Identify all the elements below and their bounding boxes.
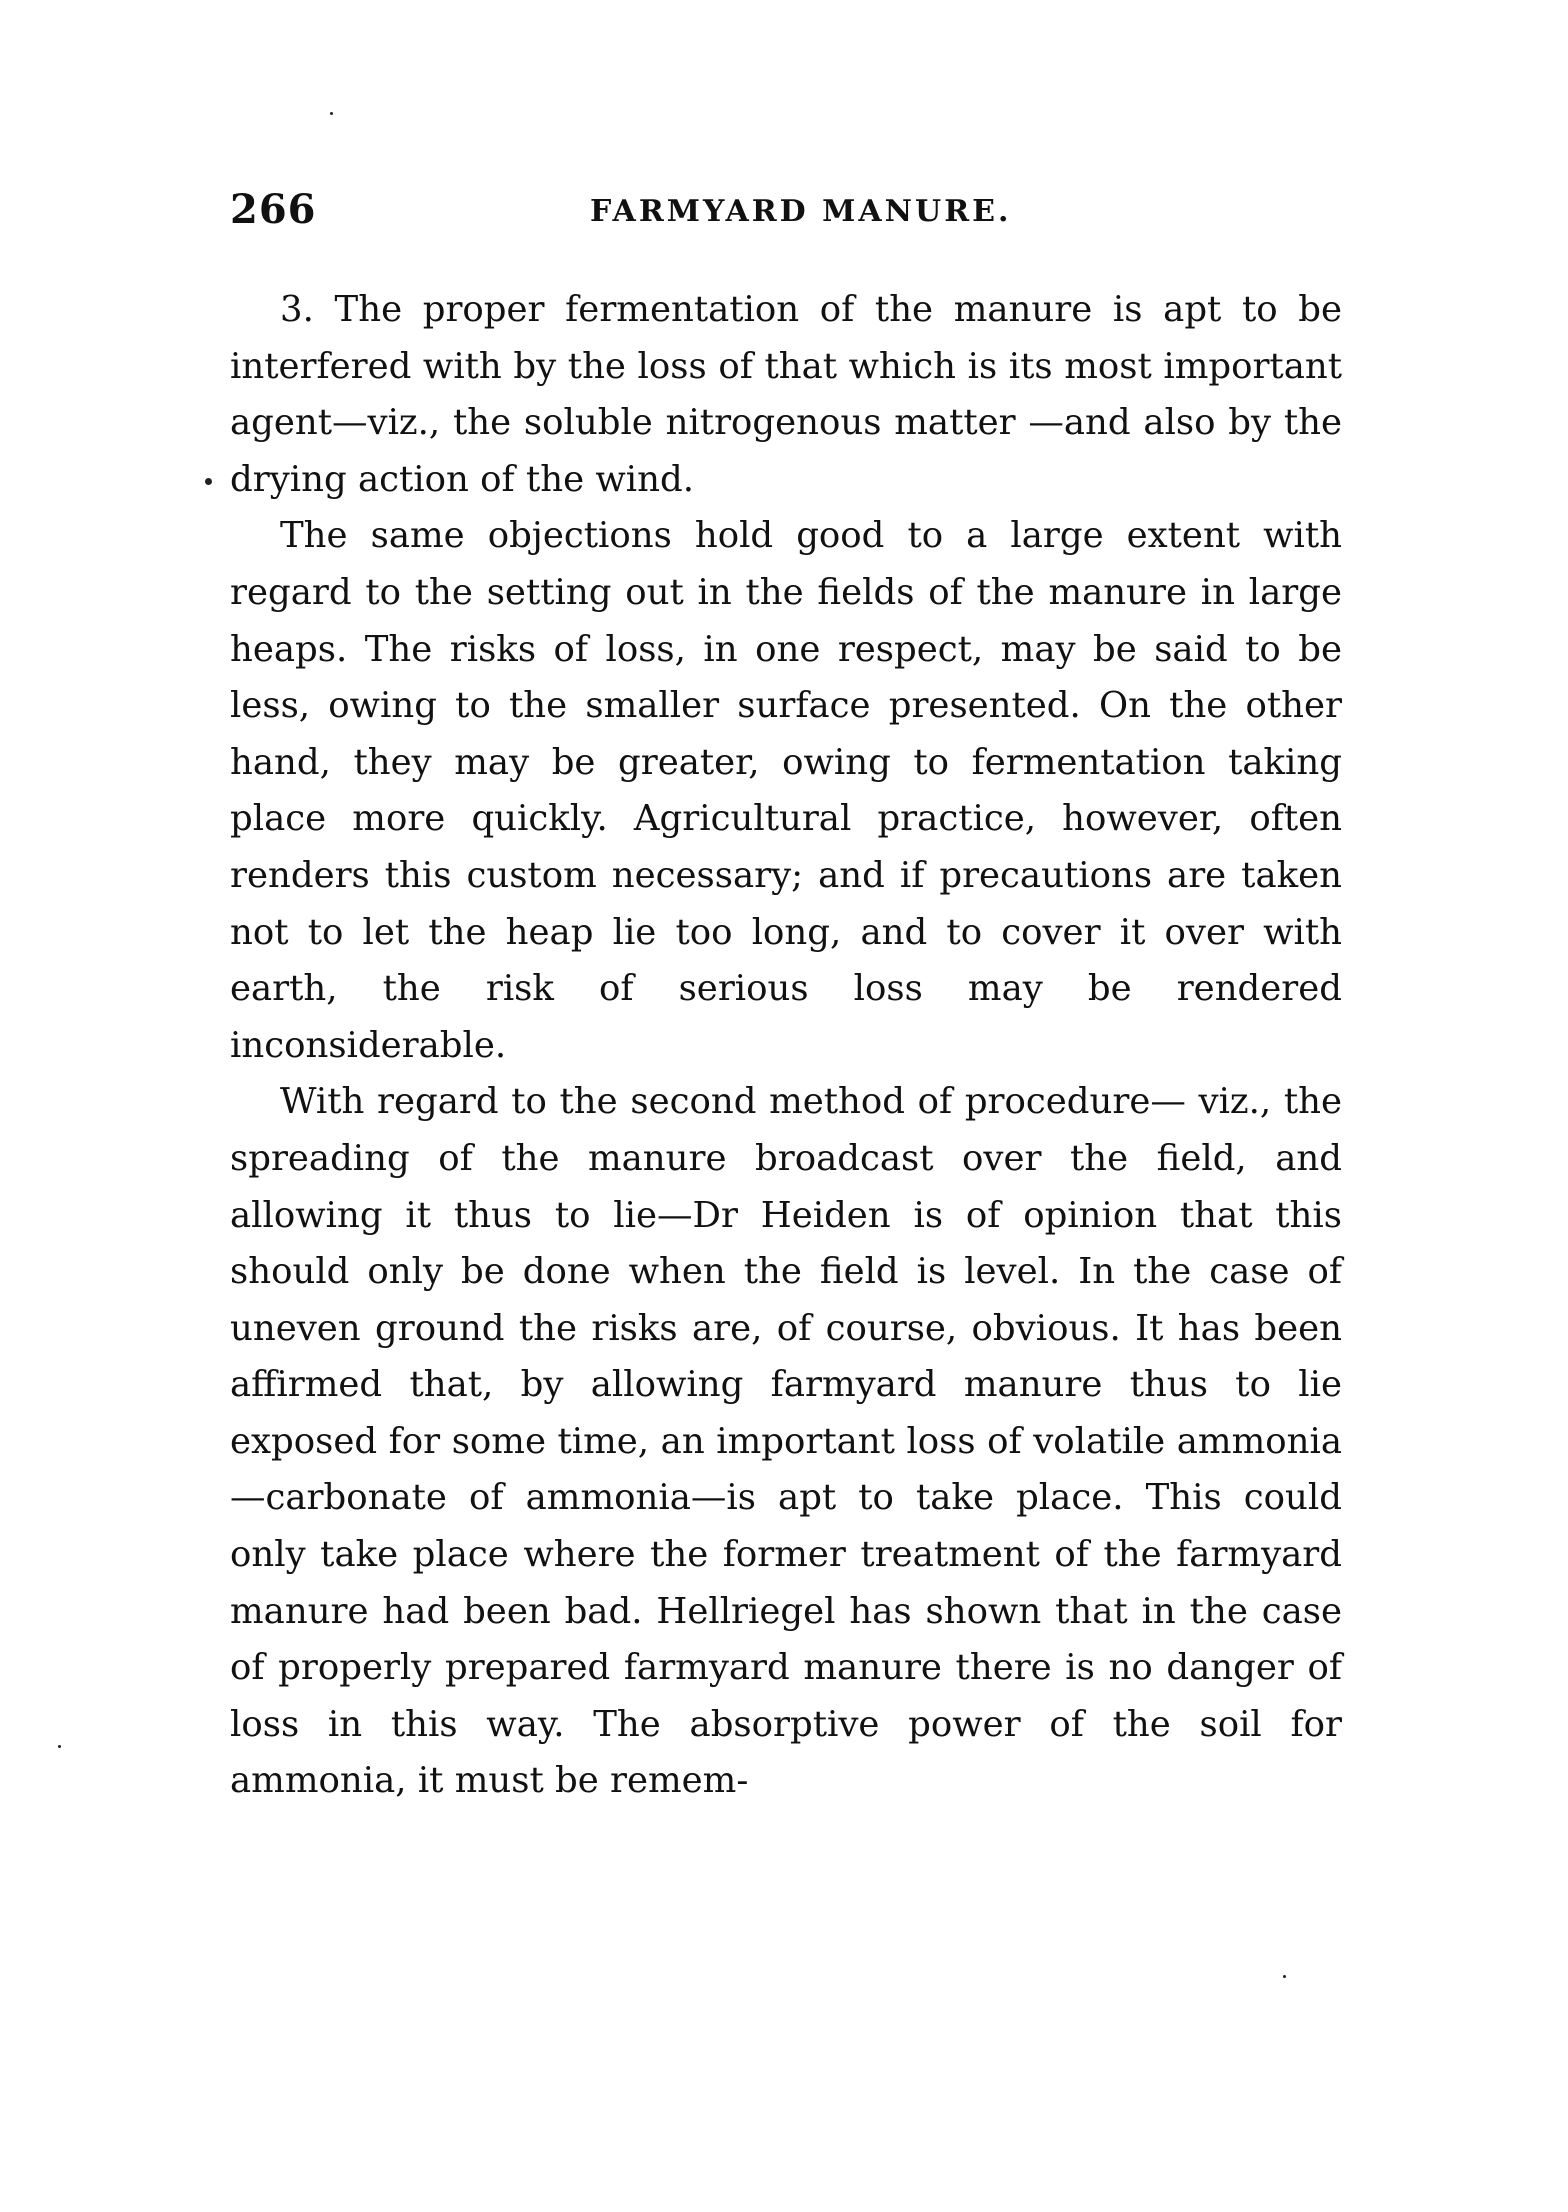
page-number: 266: [230, 186, 317, 233]
scan-speck: [1283, 1975, 1286, 1978]
body-text: [230, 282, 1342, 1810]
paragraph-3: With regard to the second method of procedure— viz., the spreading of the manure broadcast over the field, and allowing it thus to lie—Dr Heiden is of opinion that this should only be done when the field is level. In the case of uneven ground the risks are, of course, obvious. It has been affirmed that, by allowing farmyard manure thus to lie exposed for some time, an important loss of volatile ammonia—carbonate of ammonia—is apt to take place. This could only take place where the former treatment of the farmyard manure had been bad. Hellriegel has shown that in the case of properly prepared farmyard manure there is no danger of loss in this way. The absorptive power of the soil for ammonia, it must be remem-: [230, 1081, 1342, 1802]
paragraph-2: The same objections hold good to a large extent with regard to the setting out in the fields of the manure in large heaps. The risks of loss, in one respect, may be said to be less, owing to the smaller surface presented. On the other hand, they may be greater, owing to fermentation taking place more quickly. Agricultural practice, however, often renders this custom necessary; and if precautions are taken not to let the heap lie too long, and to cover it over with earth, the risk of serious loss may be rendered inconsiderable.: [230, 515, 1342, 1066]
scan-speck: [205, 478, 212, 485]
paragraph-1: 3. The proper fermentation of the manure is apt to be interfered with by the loss of that which is its most important agent—viz., the soluble nitrogenous matter —and also by the drying action of the wind.: [230, 289, 1342, 500]
scan-speck: [58, 1745, 61, 1748]
page-header: [230, 186, 1340, 246]
running-head: FARMYARD MANURE.: [590, 194, 1012, 229]
scan-speck: [330, 112, 333, 115]
